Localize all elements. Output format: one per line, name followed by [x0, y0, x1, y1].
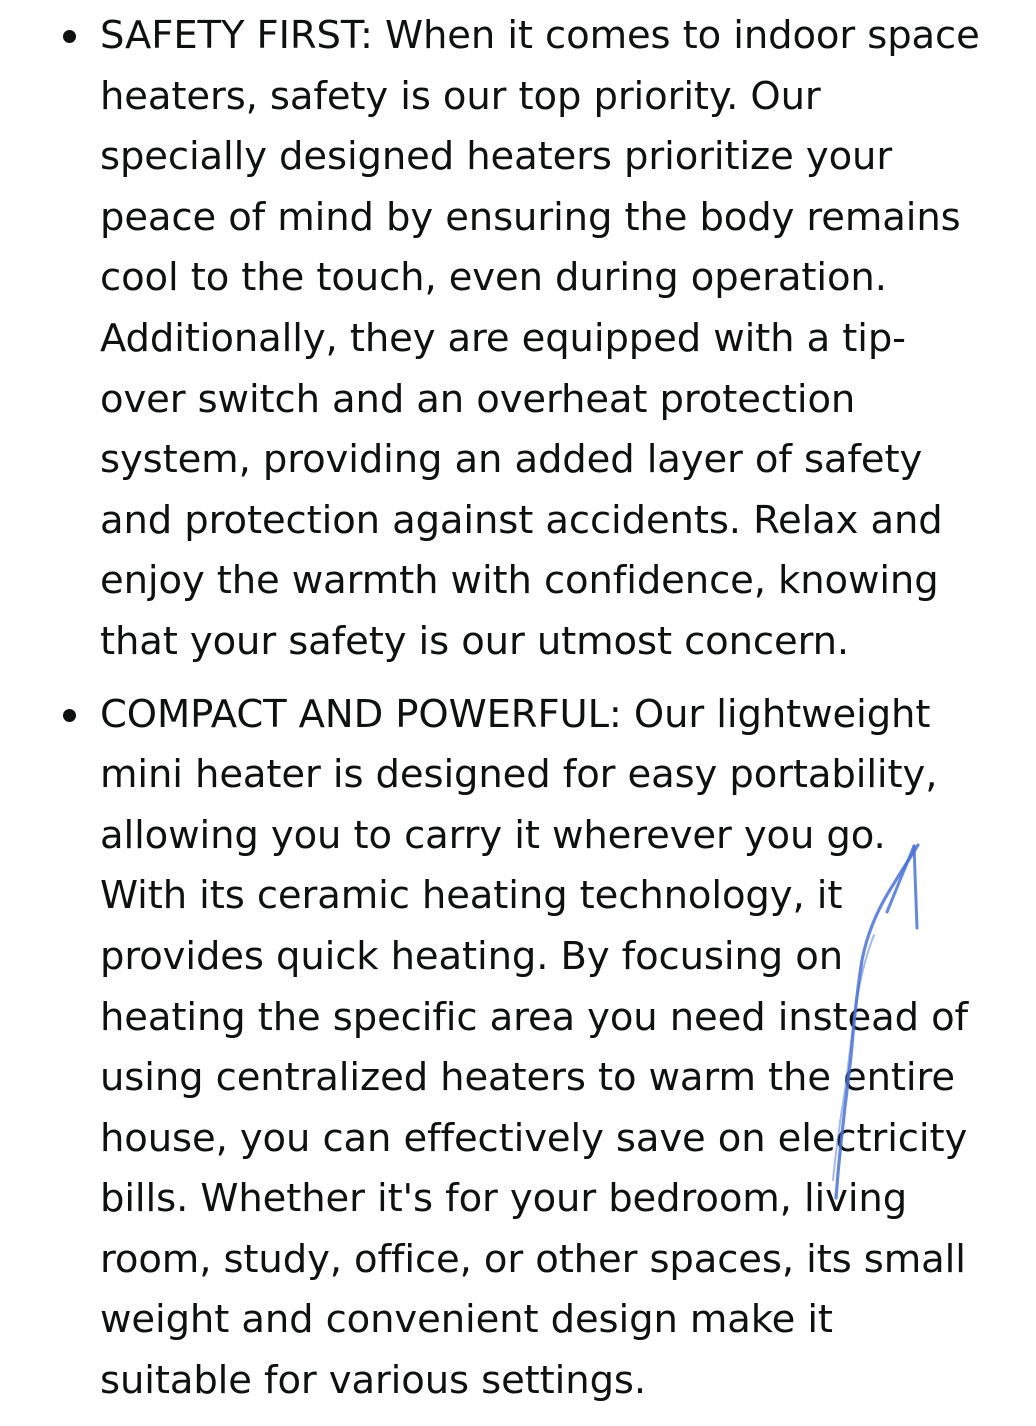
bullet-dot-icon [63, 709, 76, 722]
feature-text-compact: COMPACT AND POWERFUL: Our lightweight mini heater is designed for easy portability, allowing you to carry it wherever you go. With its ceramic heating technology, it provides quick heating. By focusing on heating the specific area you need instead of using centralized heaters to warm the entire house, you can effectively save on electricity bills. Whether it's for your bedroom, living room, study, office, or other spaces, its small weight and convenient design make it suitable for various settings. [100, 691, 969, 1404]
feature-text-safety: SAFETY FIRST: When it comes to indoor space heaters, safety is our top priority. Our specially designed heaters prioritize your peace of mind by ensuring the body remains cool to the touch, even during operation. Additionally, they are equipped with a tip- over switch and an overheat protection system, providing an added layer of safety and protection against accidents. Relax and enjoy the warmth with confidence, knowing that your safety is our utmost concern. [100, 13, 980, 664]
bullet-dot-icon [63, 30, 76, 43]
feature-bullet-list [0, 6, 1036, 1424]
feature-bullet-safety [0, 6, 1036, 673]
feature-bullet-compact [0, 685, 1036, 1412]
